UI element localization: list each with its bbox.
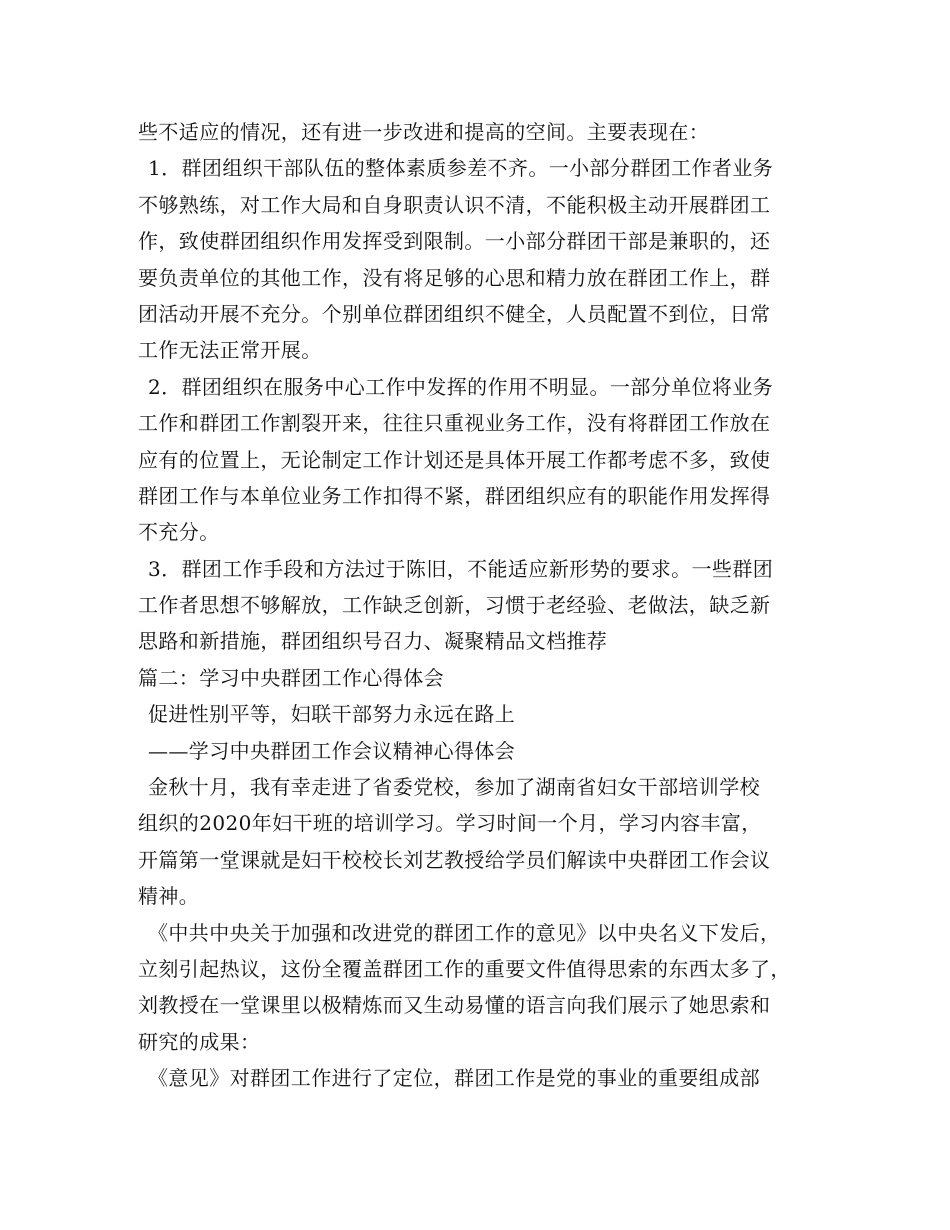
text-line: 刘教授在一堂课里以极精炼而又生动易懂的语言向我们展示了她思索和 [138, 993, 771, 1018]
text-line: 篇二：学习中央群团工作心得体会 [138, 665, 444, 690]
text-line: ——学习中央群团工作会议精神心得体会 [148, 738, 516, 763]
text-line: 群团工作与本单位业务工作扣得不紧，群团组织应有的职能作用发挥得 [138, 483, 771, 508]
text-line: 组织的2020年妇干班的培训学习。学习时间一个月，学习内容丰富， [138, 811, 762, 836]
text-line: 促进性别平等，妇联干部努力永远在路上 [148, 702, 516, 727]
text-line: 开篇第一堂课就是妇干校校长刘艺教授给学员们解读中央群团工作会议 [138, 847, 771, 872]
text-line: 金秋十月，我有幸走进了省委党校，参加了湖南省妇女干部培训学校 [148, 775, 760, 800]
text-line: 团活动开展不充分。个别单位群团组织不健全，人员配置不到位，日常 [138, 301, 771, 326]
text-line: 《意见》对群团工作进行了定位，群团工作是党的事业的重要组成部 [148, 1066, 760, 1091]
text-line: 不充分。 [138, 520, 220, 545]
text-line: 思路和新措施，群团组织号召力、凝聚精品文档推荐 [138, 629, 608, 654]
text-line: 精神。 [138, 884, 200, 909]
text-line: 3．群团工作手段和方法过于陈旧，不能适应新形势的要求。一些群团 [148, 556, 774, 581]
text-line: 研究的成果： [138, 1029, 261, 1054]
text-line: 1．群团组织干部队伍的整体素质参差不齐。一小部分群团工作者业务 [148, 156, 774, 181]
text-line: 工作者思想不够解放，工作缺乏创新，习惯于老经验、老做法，缺乏新 [138, 593, 771, 618]
text-line: 2．群团组织在服务中心工作中发挥的作用不明显。一部分单位将业务 [148, 374, 774, 399]
text-line: 不够熟练，对工作大局和自身职责认识不清，不能积极主动开展群团工 [138, 192, 771, 217]
document-body [138, 114, 828, 1097]
text-line: 《中共中央关于加强和改进党的群团工作的意见》以中央名义下发后， [148, 920, 781, 945]
text-line: 应有的位置上，无论制定工作计划还是具体开展工作都考虑不多，致使 [138, 447, 771, 472]
text-line: 工作和群团工作割裂开来，往往只重视业务工作，没有将群团工作放在 [138, 411, 771, 436]
text-line: 些不适应的情况，还有进一步改进和提高的空间。主要表现在： [138, 120, 710, 144]
text-line: 要负责单位的其他工作，没有将足够的心思和精力放在群团工作上，群 [138, 265, 771, 290]
text-line: 工作无法正常开展。 [138, 338, 322, 363]
text-line: 作，致使群团组织作用发挥受到限制。一小部分群团干部是兼职的，还 [138, 229, 771, 254]
text-line: 立刻引起热议，这份全覆盖群团工作的重要文件值得思索的东西太多了， [138, 956, 791, 981]
